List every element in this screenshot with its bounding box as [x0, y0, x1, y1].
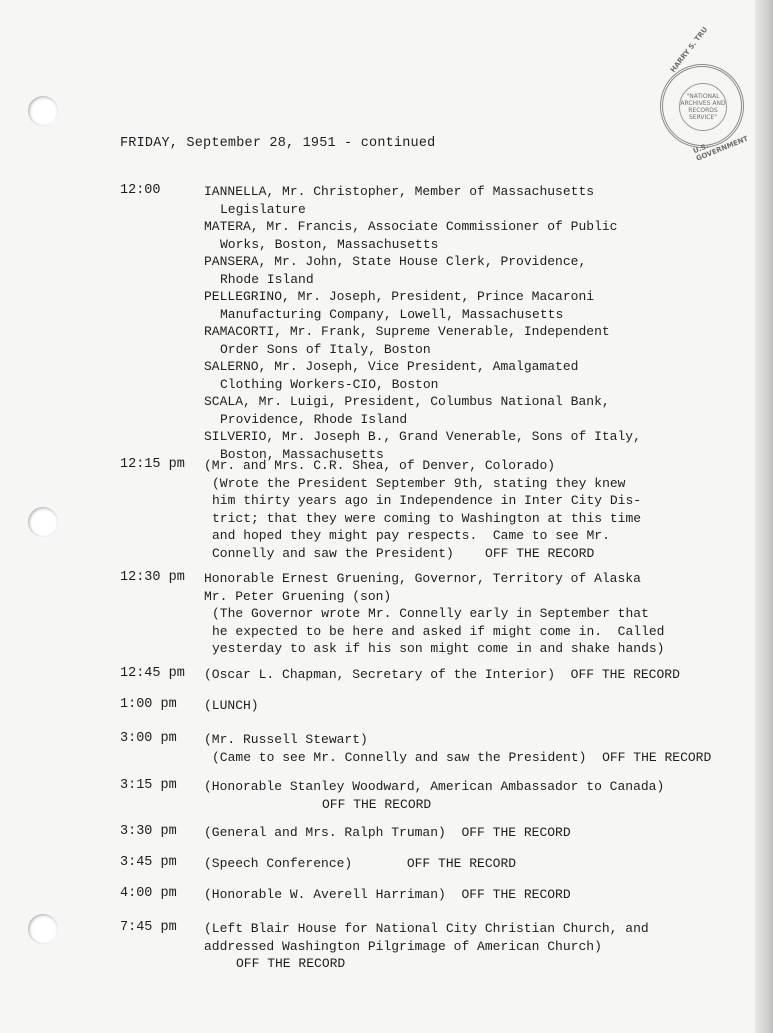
entry-line: (Honorable Stanley Woodward, American Ambassador to Canada): [204, 779, 665, 794]
entry-time: 12:15 pm: [120, 457, 185, 472]
entry-time: 3:00 pm: [120, 731, 177, 746]
entry-line: trict; that they were coming to Washington at this time: [212, 510, 642, 526]
entry-line: (Speech Conference) OFF THE RECORD: [204, 856, 517, 871]
entry-line: Legislature: [220, 201, 306, 217]
entry-body: [204, 666, 764, 684]
entry-body: [204, 570, 764, 658]
entry-line: (LUNCH): [204, 698, 259, 713]
entry-body: [204, 731, 764, 766]
stamp-inner-line: "NATIONAL: [686, 93, 720, 100]
entry-line: MATERA, Mr. Francis, Associate Commissioner of Public: [204, 219, 618, 234]
entry-line: Order Sons of Italy, Boston: [220, 341, 431, 357]
entry-time: 1:00 pm: [120, 697, 177, 712]
entry-line: Honorable Ernest Gruening, Governor, Territory of Alaska: [204, 571, 641, 586]
entry-line: Manufacturing Company, Lowell, Massachusetts: [220, 306, 564, 322]
entry-line: OFF THE RECORD: [236, 956, 346, 971]
entry-body: [204, 824, 764, 842]
entry-body: [204, 855, 764, 873]
entry-line: (Wrote the President September 9th, stating they knew: [212, 475, 626, 491]
entry-line: addressed Washington Pilgrimage of American Church): [204, 938, 602, 954]
entry-time: 3:15 pm: [120, 778, 177, 793]
stamp-inner-line: ARCHIVES AND: [680, 100, 726, 107]
entry-time: 7:45 pm: [120, 920, 177, 935]
entry-body: [204, 183, 764, 463]
entry-line: RAMACORTI, Mr. Frank, Supreme Venerable, Independent: [204, 324, 610, 339]
entry-line: (The Governor wrote Mr. Connelly early in September that: [212, 606, 649, 621]
entry-body: [204, 457, 764, 562]
entry-body: [204, 920, 764, 973]
entry-line: PANSERA, Mr. John, State House Clerk, Providence,: [204, 254, 587, 269]
entry-line: PELLEGRINO, Mr. Joseph, President, Prince Macaroni: [204, 289, 595, 304]
entry-body: [204, 886, 764, 904]
entry-line: him thirty years ago in Independence in Inter City Dis-: [212, 493, 642, 508]
entry-body: [204, 778, 764, 813]
entry-time: 12:45 pm: [120, 666, 185, 681]
entry-line: (Oscar L. Chapman, Secretary of the Interior) OFF THE RECORD: [204, 667, 680, 682]
entry-line: (Came to see Mr. Connelly and saw the President) OFF THE RECORD: [212, 749, 712, 765]
entry-line: Boston, Massachusetts: [220, 446, 384, 462]
entry-line: SILVERIO, Mr. Joseph B., Grand Venerable, Sons of Italy,: [204, 429, 641, 444]
stamp-inner-line: RECORDS: [688, 107, 718, 114]
entry-line: Rhode Island: [220, 271, 314, 287]
entry-line: (Mr. Russell Stewart): [204, 732, 368, 747]
archives-stamp: [660, 25, 750, 163]
entry-time: 12:30 pm: [120, 570, 185, 585]
binder-hole-bottom: [28, 914, 58, 944]
stamp-ring-top: HARRY S. TRU: [669, 25, 710, 74]
stamp-ring-bottom: U.S. GOVERNMENT: [692, 134, 750, 163]
entry-line: SALERNO, Mr. Joseph, Vice President, Amalgamated: [204, 359, 579, 374]
entry-line: IANNELLA, Mr. Christopher, Member of Massachusetts: [204, 184, 595, 199]
entry-line: Connelly and saw the President) OFF THE RECORD: [212, 545, 595, 561]
entry-line: yesterday to ask if his son might come in and shake hands): [212, 641, 665, 656]
entry-time: 3:30 pm: [120, 824, 177, 839]
entry-line: (Left Blair House for National City Christian Church, and: [204, 921, 649, 936]
entry-line: Mr. Peter Gruening (son): [204, 588, 392, 604]
entry-line: Providence, Rhode Island: [220, 411, 408, 427]
entry-line: Clothing Workers-CIO, Boston: [220, 376, 439, 392]
binder-hole-top: [28, 96, 58, 126]
entry-line: (Honorable W. Averell Harriman) OFF THE RECORD: [204, 887, 571, 902]
stamp-inner-line: SERVICE": [688, 114, 718, 121]
entry-line: (General and Mrs. Ralph Truman) OFF THE RECORD: [204, 825, 571, 840]
entry-line: and hoped they might pay respects. Came to see Mr.: [212, 528, 610, 543]
binder-hole-middle: [28, 507, 58, 537]
stamp-inner: [679, 83, 727, 131]
entry-body: [204, 697, 764, 715]
entry-line: Works, Boston, Massachusetts: [220, 236, 439, 252]
page-heading: FRIDAY, September 28, 1951 - continued: [120, 136, 436, 151]
entry-line: SCALA, Mr. Luigi, President, Columbus National Bank,: [204, 394, 610, 409]
entry-time: 3:45 pm: [120, 855, 177, 870]
entry-time: 12:00: [120, 183, 161, 198]
entry-line: he expected to be here and asked if might come in. Called: [212, 623, 665, 639]
entry-line: OFF THE RECORD: [322, 796, 432, 812]
entry-line: (Mr. and Mrs. C.R. Shea, of Denver, Colorado): [204, 458, 556, 473]
entry-time: 4:00 pm: [120, 886, 177, 901]
